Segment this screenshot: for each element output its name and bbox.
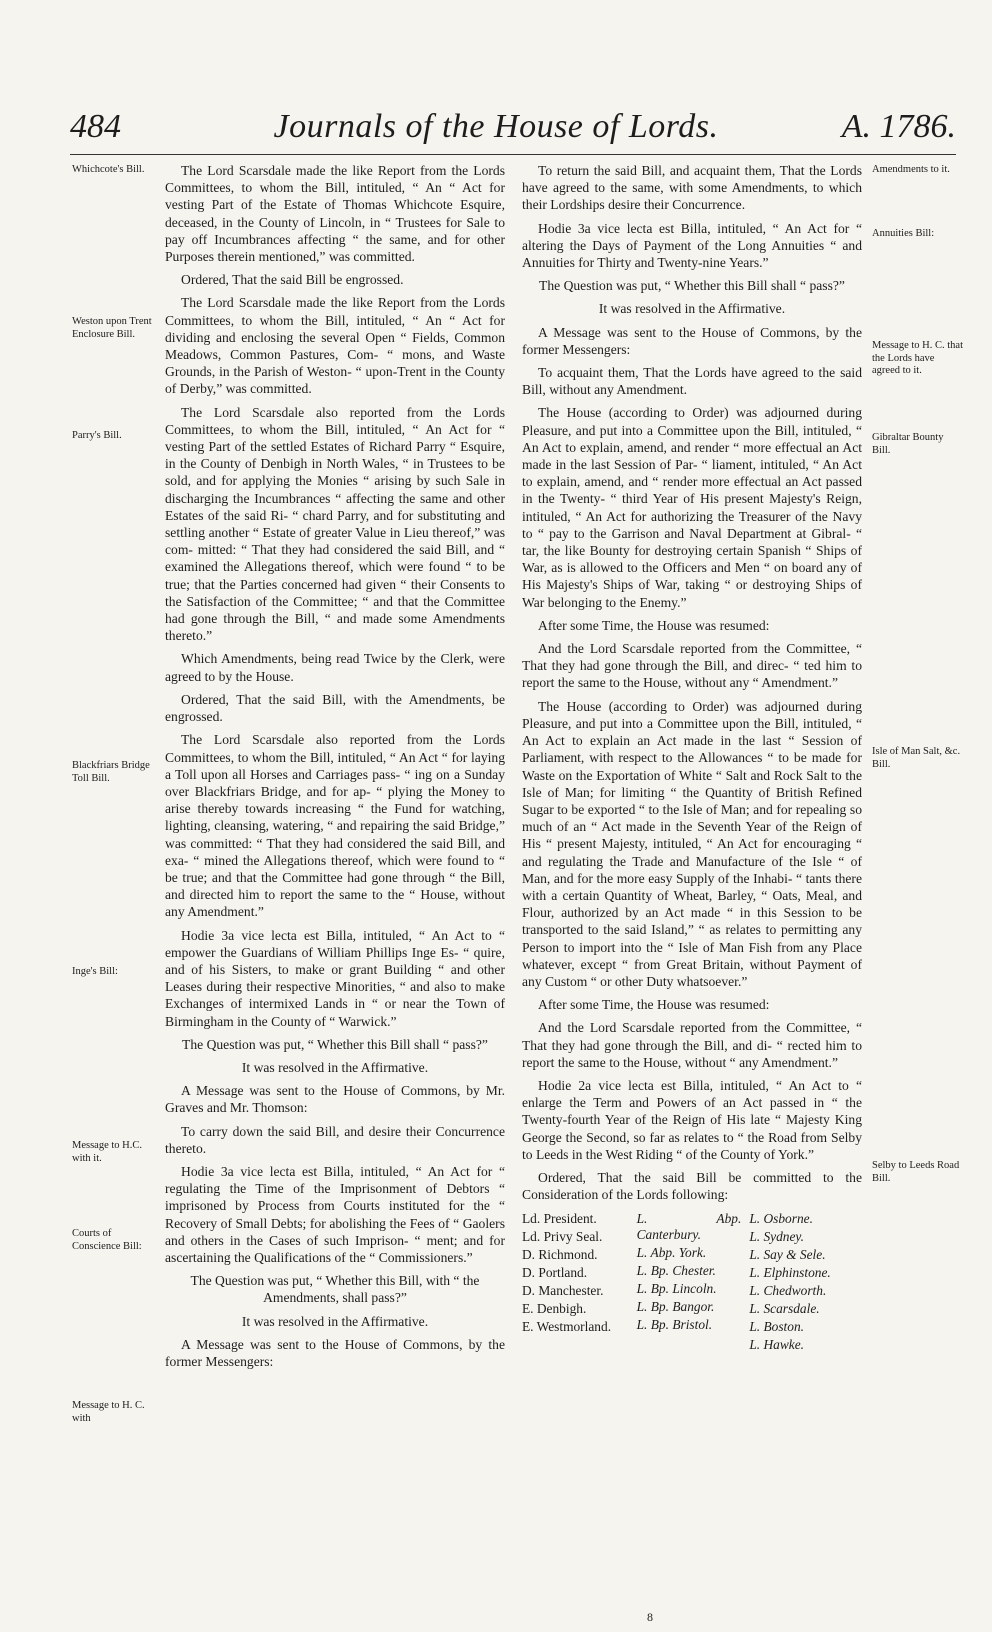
lord-name: L. Osborne.	[749, 1211, 813, 1227]
margin-note: Weston upon Trent Enclosure Bill.	[72, 316, 152, 340]
paragraph: It was resolved in the Affirmative.	[241, 1059, 429, 1075]
margin-note: Message to H. C. that the Lords have agreed to it.	[872, 340, 963, 376]
lord-name: L. Bp. Bangor.	[636, 1299, 715, 1315]
margin-note: Annuities Bill:	[872, 228, 935, 239]
lord-name: D. Manchester.	[522, 1283, 604, 1299]
margin-note: Selby to Leeds Road Bill.	[872, 1160, 960, 1184]
header-rule	[70, 154, 956, 155]
paragraph: The House (according to Order) was adjourned during Pleasure, and put into a Committee upon the Bill, intituled, “ An Act to explain an Act made in the last “ Session of Parliament, with respect to the Allowances “ to be made for Waste on the Exportation of White “ Salt and Rock Salt to the Isle of Man; for limiting “ the Quantity of British Refined Sugar to be exported “ to the Isle of Man; and for repealing so much of an “ Act made in the Seventh Year of the Reign of His “ present Majesty, intituled, “ An Act for encouraging “ and regulating the Trade and Manufacture of the Isle “ of Man, and for the more easy Supply of the Inhabi- “ tants there with a certain Quantity of Wheat, Barley, “ Oats, Meal, and Flour, authorized by an Act made “ in this Session to be transported to the said Island,” “ as relates to permitting any Person to import into the “ Isle of Man Fish from any Place whatever, except “ from Great Britain, without Payment of any Custom “ or other Duty whatsoever.”	[522, 698, 862, 989]
page-year: A. 1786.	[841, 108, 956, 145]
paragraph: Hodie 3a vice lecta est Billa, intituled, “ An Act for “ regulating the Time of the Imprisonment of Debtors “ imprisoned by Process from Courts instituted for the “ Recovery of Small Debts; for abolishing the Fees of “ Gaolers and others in the Cases of such Imprison- “ ment; and for ascertaining the Qualifications of the “ Commissioners.”	[165, 1163, 505, 1265]
page-title: Journals of the House of Lords.	[273, 108, 719, 145]
paragraph: The Lord Scarsdale made the like Report from the Lords Committees, to whom the Bill, intituled, “ An “ Act for dividing and enclosing the several Open “ Fields, Common Meadows, Common Pastures, Com- “ mons, and Waste Grounds, in the Parish of Weston- “ upon-Trent in the County of Derby,” was committed.	[165, 295, 505, 397]
paragraph: Ordered, That the said Bill be engrossed.	[181, 272, 404, 288]
lord-name: E. Westmorland.	[522, 1319, 612, 1335]
paragraph: The Question was put, “ Whether this Bill, with “ the Amendments, shall pass?”	[190, 1273, 480, 1306]
paragraph: After some Time, the House was resumed:	[538, 997, 770, 1013]
paragraph: To carry down the said Bill, and desire their Concurrence thereto.	[165, 1123, 505, 1156]
paragraph: Ordered, That the said Bill be committed to the Consideration of the Lords following:	[522, 1169, 862, 1203]
lord-name: L. Abp. Canterbury.	[636, 1211, 742, 1243]
paragraph: A Message was sent to the House of Commons, by the former Messengers:	[522, 324, 862, 357]
lord-name: L. Bp. Lincoln.	[636, 1281, 717, 1297]
lord-name: L. Elphinstone.	[749, 1265, 831, 1281]
right-column	[522, 162, 862, 1355]
lord-name: L. Scarsdale.	[749, 1301, 820, 1317]
margin-note: Gibraltar Bounty Bill.	[872, 432, 944, 456]
lord-name: L. Bp. Bristol.	[636, 1317, 713, 1333]
lord-name: L. Say & Sele.	[749, 1247, 826, 1263]
lord-name: Ld. Privy Seal.	[522, 1229, 603, 1245]
paragraph: And the Lord Scarsdale reported from the Committee, “ That they had gone through the Bill, and di- “ rected him to report the same to the House, without “ any Amendment.”	[522, 1020, 862, 1070]
lord-name: D. Portland.	[522, 1265, 588, 1281]
lords-column	[749, 1211, 862, 1355]
paragraph: The Lord Scarsdale also reported from the Lords Committees, to whom the Bill, intituled, “ An Act “ for laying a Toll upon all Horses and Carriages pass- “ ing on a Sunday over Blackfriars Bridge, and for ap- “ plying the Money to arise thereby towards increasing “ the Fund for watching, lighting, cleansing, watering, “ and repairing the said Bridge,” was committed: “ That they had considered the said Bill, and exa- “ mined the Allegations thereof, which were found to “ be true; and that the Committee had gone through “ the Bill, and directed him to report the same to the “ House, without any Amendment.”	[165, 732, 505, 920]
lord-name: L. Sydney.	[749, 1229, 804, 1245]
paragraph: It was resolved in the Affirmative.	[598, 301, 786, 317]
paragraph: The Question was put, “ Whether this Bill shall “ pass?”	[182, 1036, 488, 1052]
paragraph: Ordered, That the said Bill, with the Amendments, be engrossed.	[165, 691, 505, 725]
lord-name: L. Abp. York.	[636, 1245, 707, 1261]
paragraph: A Message was sent to the House of Commons, by the former Messengers:	[165, 1336, 505, 1369]
lord-name: L. Hawke.	[749, 1337, 804, 1353]
paragraph: The Lord Scarsdale made the like Report from the Lords Committees, to whom the Bill, intituled, “ An “ Act for vesting Part of the Estate of Thomas Whichcote Esquire, deceased, in the County of Lincoln, in “ Trustees for Sale to pay off Incumbrances affecting “ the same, and for other Purposes therein mentioned,” was committed.	[165, 163, 505, 265]
lord-name: L. Chedworth.	[749, 1283, 827, 1299]
paragraph: The House (according to Order) was adjourned during Pleasure, and put into a Committee upon the Bill, intituled, “ An Act to explain, amend, and render “ more effectual an Act made in the last Session of Par- “ liament, intituled, “ An Act to explain, amend, and “ render more effectual an Act passed in the Twenty- “ third Year of His present Majesty's Reign, intituled, “ An Act for authorizing the Treasurer of the Navy to “ pay to the Garrison and Naval Department at Gibral- “ tar, the like Bounty for destroying certain Spanish “ Ships of War, as is allowed to the Officers and Men “ on board any of His Majesty's Ships of War, taking “ or destroying Ships of War belonging to the Enemy.”	[522, 405, 862, 610]
paragraph: And the Lord Scarsdale reported from the Committee, “ That they had gone through the Bill, and direc- “ ted him to report the same to the House, without any “ Amendment.”	[522, 641, 862, 691]
margin-note: Amendments to it.	[872, 164, 950, 175]
paragraph: To return the said Bill, and acquaint them, That the Lords have agreed to the same, with some Amendments, to which their Lordships desire their Concurrence.	[522, 163, 862, 213]
page-number: 484	[70, 108, 121, 145]
paragraph: Hodie 3a vice lecta est Billa, intituled, “ An Act for “ altering the Days of Payment of the Long Annuities “ and Annuities for Thirty and Twenty-nine Years.”	[522, 220, 862, 271]
paragraph: After some Time, the House was resumed:	[538, 617, 770, 633]
margin-note: Blackfriars Bridge Toll Bill.	[72, 760, 150, 784]
left-column	[165, 162, 505, 1376]
signature-mark: 8	[647, 1610, 653, 1624]
margin-note: Message to H.C. with it.	[72, 1140, 142, 1164]
margin-note: Parry's Bill.	[72, 430, 122, 441]
margin-note: Whichcote's Bill.	[72, 164, 145, 175]
margin-note: Courts of Conscience Bill:	[72, 1228, 142, 1252]
margin-note: Inge's Bill:	[72, 966, 118, 977]
paragraph: The Question was put, “ Whether this Bill shall “ pass?”	[539, 278, 845, 294]
lord-name: L. Boston.	[749, 1319, 804, 1335]
lord-name: Ld. President.	[522, 1211, 597, 1227]
paragraph: A Message was sent to the House of Commons, by Mr. Graves and Mr. Thomson:	[165, 1083, 505, 1116]
paragraph: Which Amendments, being read Twice by the Clerk, were agreed to by the House.	[165, 651, 505, 684]
paragraph: It was resolved in the Affirmative.	[241, 1313, 429, 1329]
paragraph: To acquaint them, That the Lords have agreed to the said Bill, without any Amendment.	[522, 365, 862, 398]
margin-note: Message to H. C. with	[72, 1400, 145, 1424]
lord-name: D. Richmond.	[522, 1247, 598, 1263]
lords-column	[522, 1211, 637, 1355]
paragraph: Hodie 3a vice lecta est Billa, intituled, “ An Act to “ empower the Guardians of William Phillips Inge Es- “ quire, and of his Sisters, to make or grant Building “ and other Leases during their respective Minorities, “ and also to make Exchanges of intermixed Lands in “ or near the Town of Birmingham in the County of “ Warwick.”	[165, 927, 505, 1029]
paragraph: The Lord Scarsdale also reported from the Lords Committees, to whom the Bill, intituled, “ An Act for “ vesting Part of the settled Estates of Richard Parry “ Esquire, in the County of Denbigh in North Wales, “ in Trustees to be sold, and for applying the Monies “ arising by such Sale in discharging the Incumbrances “ affecting the same and other Estates of the said Ri- “ chard Parry, and for substituting and settling another “ Estate of greater Value in Lieu thereof,” was com- mitted: “ That they had considered the said Bill, and “ examined the Allegations thereof, which were found “ to be true; that the Parties concerned had given “ their Consents to the Satisfaction of the Committee; “ and that the Committee had gone through the Bill, “ and made some Amendments thereto.”	[165, 404, 505, 644]
lord-name: L. Bp. Chester.	[636, 1263, 716, 1279]
lords-column	[637, 1211, 750, 1355]
lord-name: E. Denbigh.	[522, 1301, 587, 1317]
lords-list	[522, 1211, 862, 1355]
paragraph: Hodie 2a vice lecta est Billa, intituled, “ An Act to “ enlarge the Term and Powers of an Act passed in “ the Twenty-fourth Year of the Reign of His late “ Majesty King George the Second, so far as relates to “ the Road from Selby to Leeds in the West Riding “ of the County of York.”	[522, 1077, 862, 1162]
margin-note: Isle of Man Salt, &c. Bill.	[872, 746, 961, 770]
